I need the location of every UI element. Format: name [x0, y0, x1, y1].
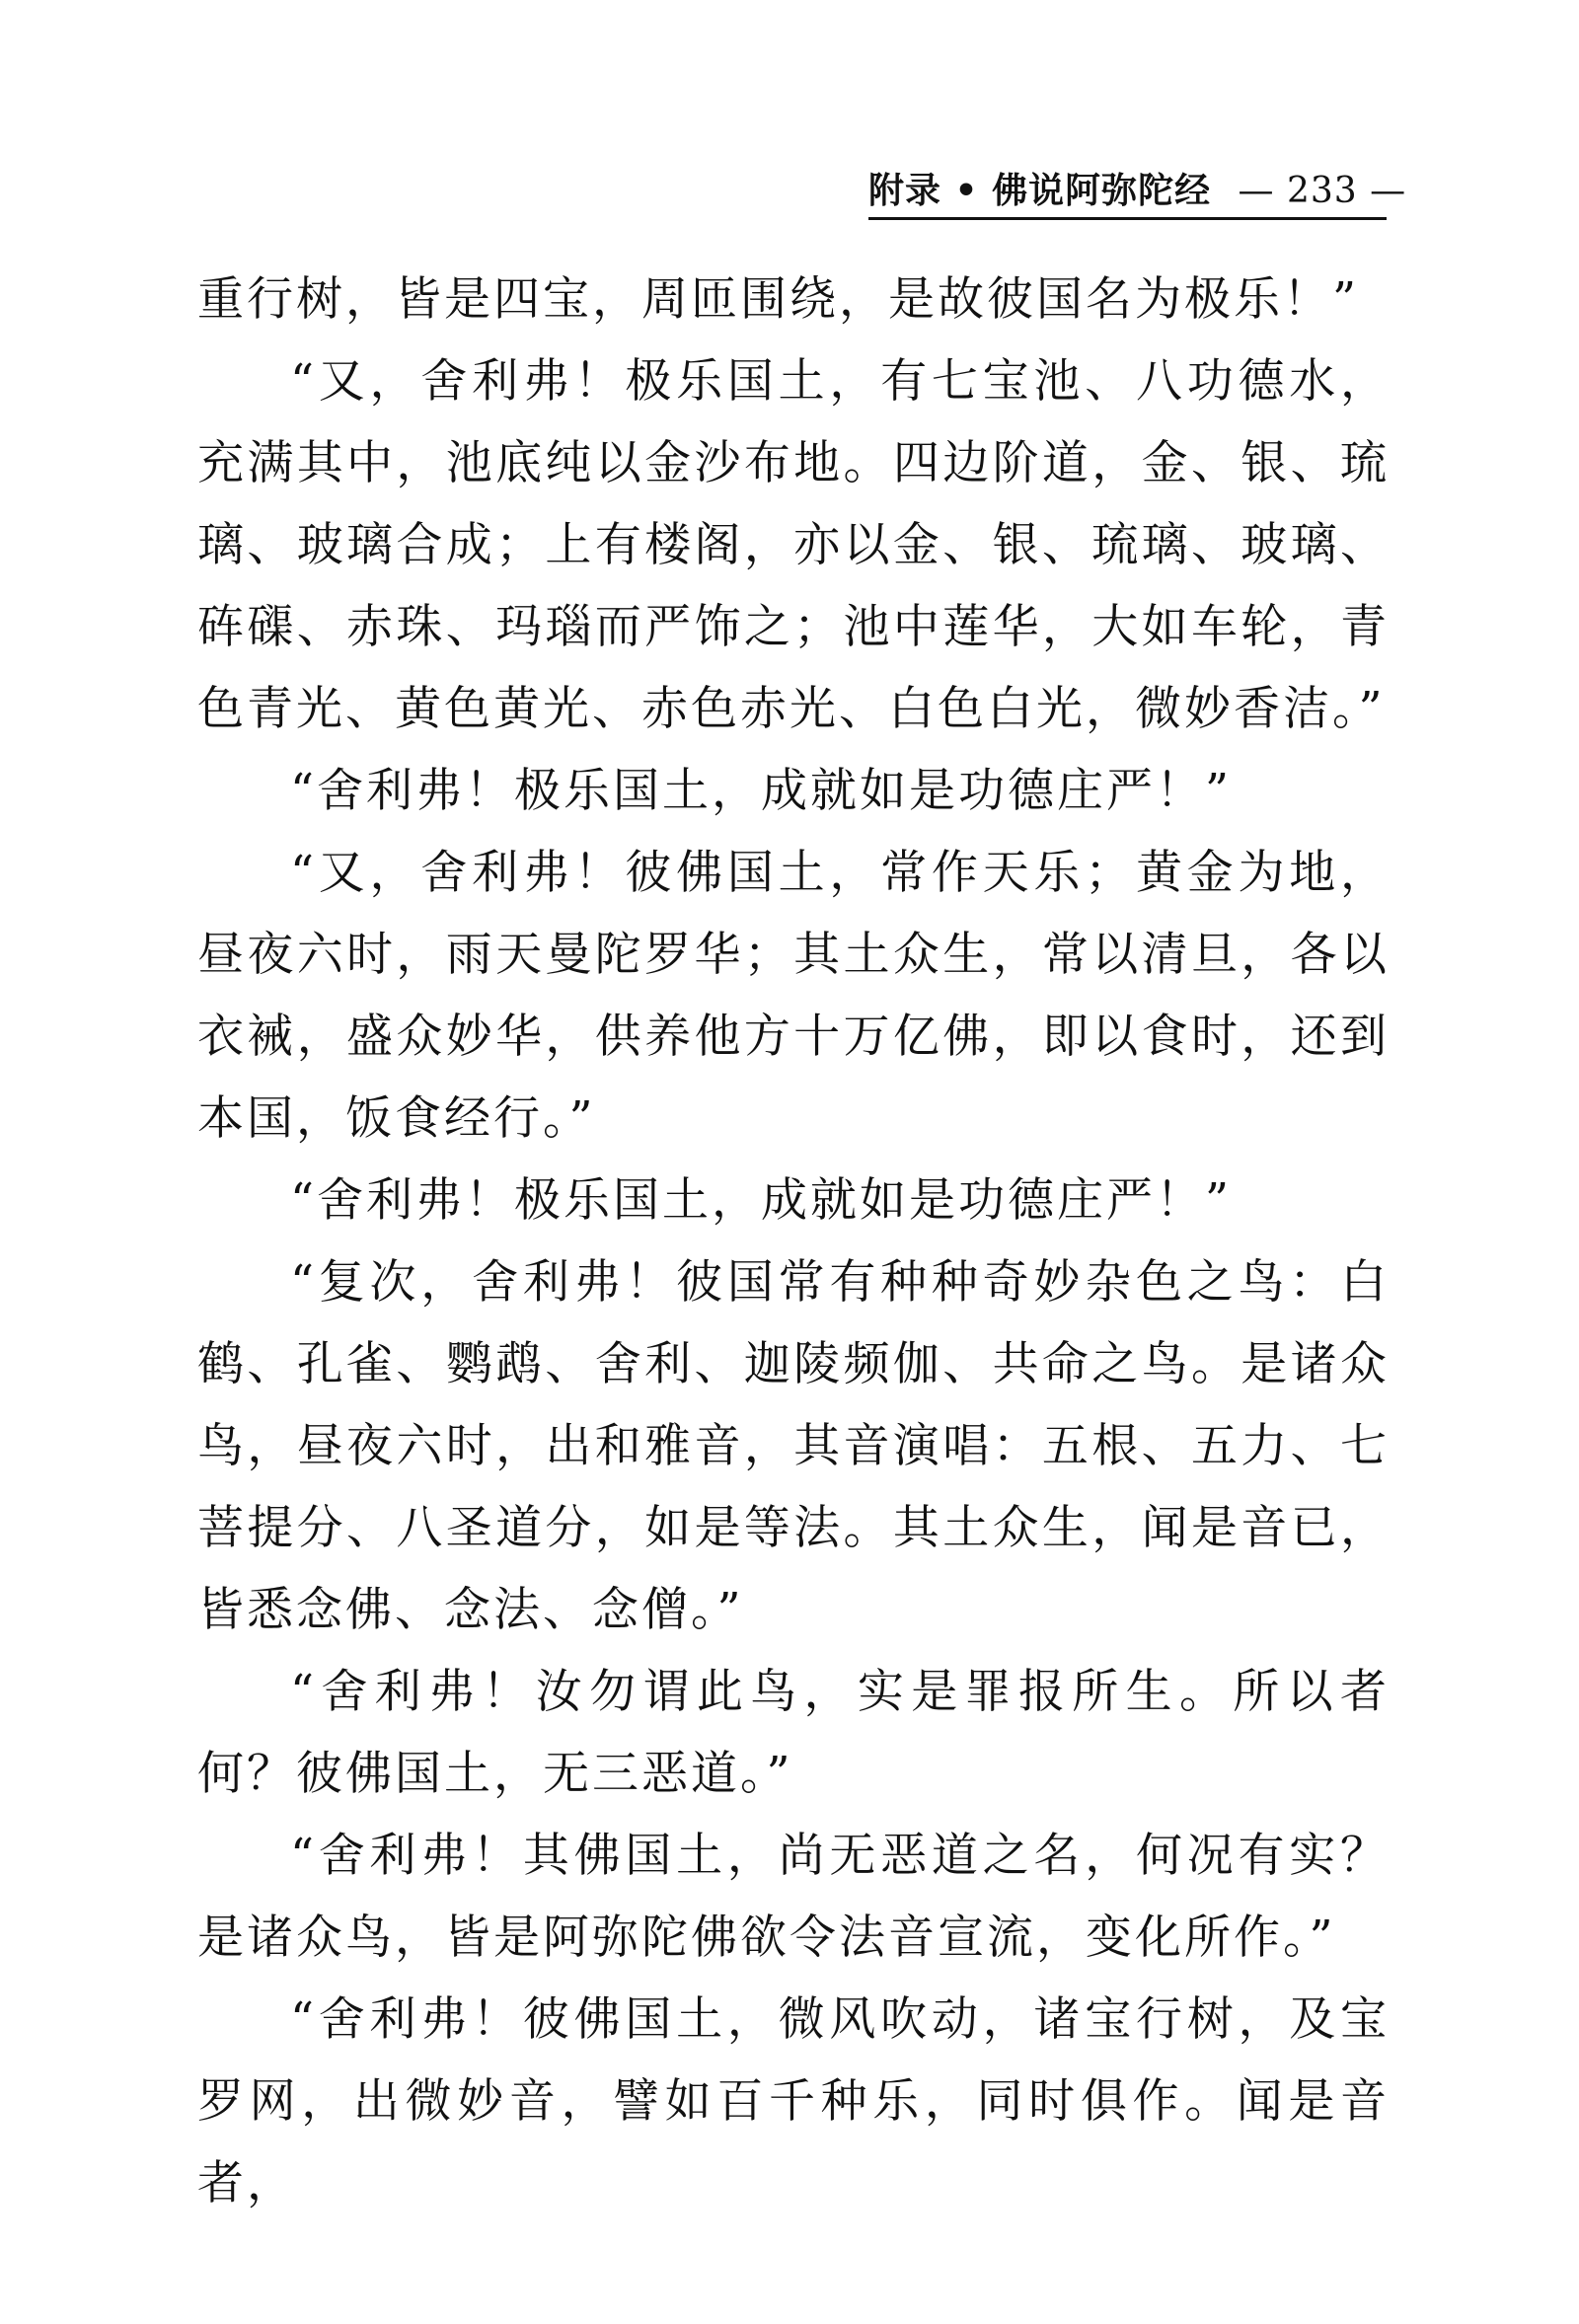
paragraph: “复次，舍利弗！彼国常有种种奇妙杂色之鸟：白鹤、孔雀、鹦鹉、舍利、迦陵频伽、共命之鸟。是诸众鸟，昼夜六时，出和雅音，其音演唱：五根、五力、七菩提分、八圣道分，如是等法。其土众生，闻是音已，皆悉念佛、念法、念僧。” — [197, 1255, 1390, 1637]
paragraph: “舍利弗！彼佛国土，微风吹动，诸宝行树，及宝罗网，出微妙音，譬如百千种乐，同时俱作。闻是音者， — [197, 1992, 1390, 2211]
paragraph: “舍利弗！其佛国土，尚无恶道之名，何况有实？是诸众鸟，皆是阿弥陀佛欲令法音宣流，变化所作。” — [197, 1829, 1390, 1965]
paragraph: “舍利弗！极乐国土，成就如是功德庄严！” — [290, 1173, 1233, 1228]
header-title: 附录 • 佛说阿弥陀经 — [868, 171, 1212, 211]
paragraph: “舍利弗！极乐国土，成就如是功德庄严！” — [290, 764, 1233, 818]
paragraph: “舍利弗！汝勿谓此鸟，实是罪报所生。所以者何？彼佛国土，无三恶道。” — [197, 1665, 1390, 1801]
running-header — [868, 166, 1407, 220]
paragraph: “又，舍利弗！极乐国土，有七宝池、八功德水，充满其中，池底纯以金沙布地。四边阶道，金、银、琉璃、玻璃合成；上有楼阁，亦以金、银、琉璃、玻璃、砗磲、赤珠、玛瑙而严饰之；池中莲华，大如车轮，青色青光、黄色黄光、赤色赤光、白色白光，微妙香洁。” — [197, 354, 1390, 736]
body-text — [197, 259, 1390, 2224]
paragraph-continued: 重行树，皆是四宝，周匝围绕，是故彼国名为极乐！” — [197, 272, 1360, 327]
paragraph: “又，舍利弗！彼佛国土，常作天乐；黄金为地，昼夜六时，雨天曼陀罗华；其土众生，常以清旦，各以衣裓，盛众妙华，供养他方十万亿佛，即以食时，还到本国，饭食经行。” — [197, 846, 1390, 1146]
page-number: — 233 — — [1238, 171, 1407, 211]
